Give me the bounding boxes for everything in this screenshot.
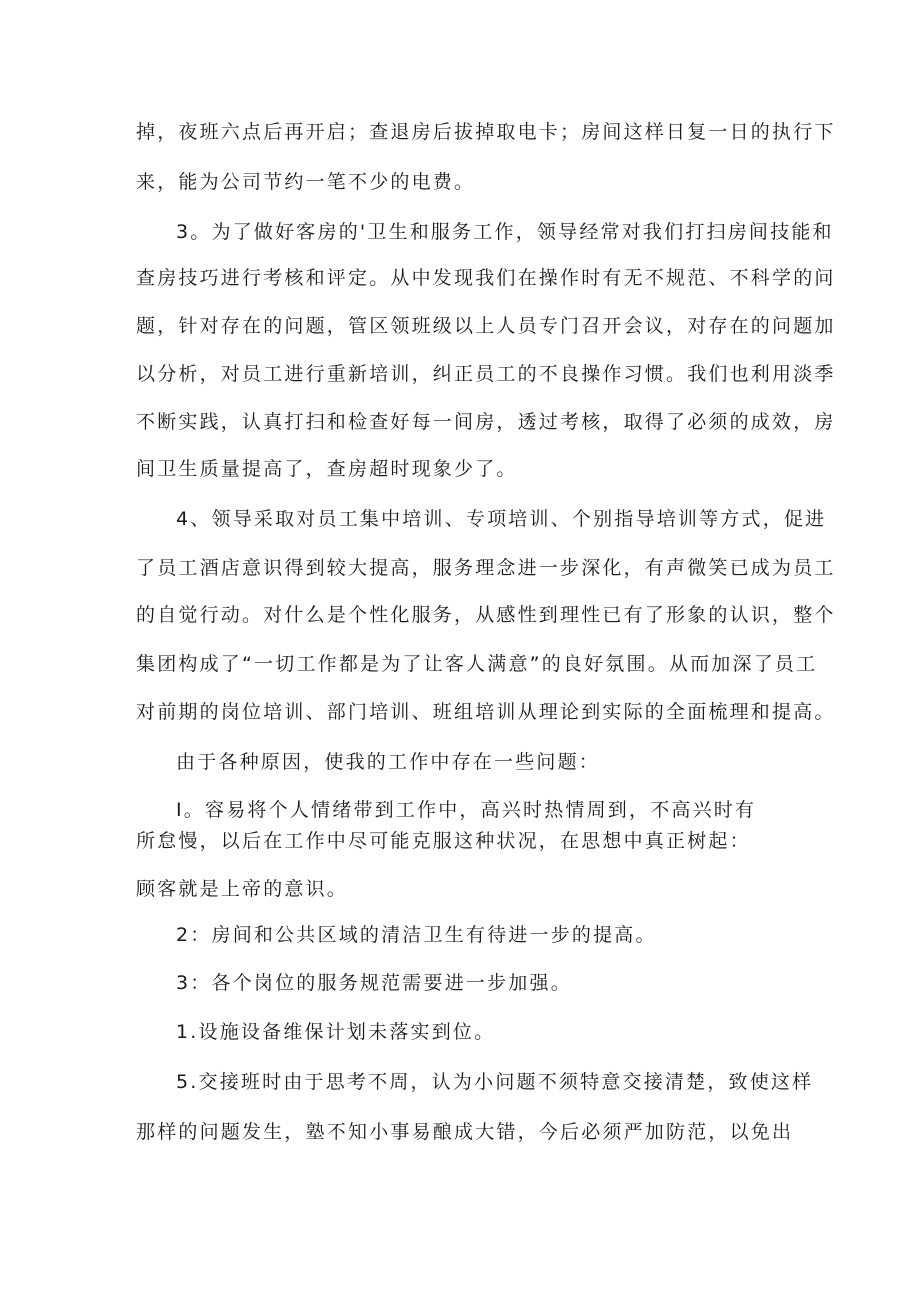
paragraph-line: 2：房间和公共区域的清洁卫生有待进一步的提高。 [176,924,657,946]
paragraph-line: 查房技巧进行考核和评定。从中发现我们在操作时有无不规范、不科学的问 [136,267,836,289]
paragraph-line: 3：各个岗位的服务规范需要进一步加强。 [176,972,572,994]
paragraph-line: 3。为了做好客房的'卫生和服务工作，领导经常对我们打扫房间技能和 [176,221,834,243]
paragraph-line: 4、领导采取对员工集中培训、专项培训、个别指导培训等方式，促进 [176,508,827,530]
paragraph-line: 所怠慢，以后在工作中尽可能克服这种状况，在思想中真正树起： [136,830,751,852]
paragraph-line: 掉，夜班六点后再开启；查退房后拔掉取电卡；房间这样日复一日的执行下 [136,121,836,143]
paragraph-line: 1.设施设备维保计划未落实到位。 [176,1021,496,1043]
paragraph-line: 对前期的岗位培训、部门培训、班组培训从理论到实际的全面梳理和提高。 [136,701,836,723]
paragraph-line: 不断实践，认真打扫和检查好每一间房，透过考核，取得了必须的成效，房 [136,411,836,433]
paragraph-line: 了员工酒店意识得到较大提高，服务理念进一步深化，有声微笑已成为员工 [136,557,836,579]
paragraph-line: 顾客就是上帝的意识。 [136,878,349,900]
paragraph-line: 的自觉行动。对什么是个性化服务，从感性到理性已有了形象的认识，整个 [136,604,836,626]
paragraph-line: 集团构成了“一切工作都是为了让客人满意”的良好氛围。从而加深了员工 [136,653,818,675]
paragraph-line: 那样的问题发生，塾不知小事易酿成大错，今后必须严加防范，以免出 [136,1121,794,1143]
paragraph-line: 以分析，对员工进行重新培训，纠正员工的不良操作习惯。我们也利用淡季 [136,363,836,385]
paragraph-line: I。容易将个人情绪带到工作中，高兴时热情周到，不高兴时有 [176,799,757,821]
paragraph-line: 来，能为公司节约一笔不少的电费。 [136,171,476,193]
paragraph-line: 由于各种原因，使我的工作中存在一些问题： [176,751,601,773]
paragraph-line: 间卫生质量提高了，查房超时现象少了。 [136,458,518,480]
paragraph-line: 题，针对存在的问题，管区领班级以上人员专门召开会议，对存在的问题加 [136,315,836,337]
paragraph-line: 5.交接班时由于思考不周，认为小问题不须特意交接清楚，致使这样 [176,1071,814,1093]
